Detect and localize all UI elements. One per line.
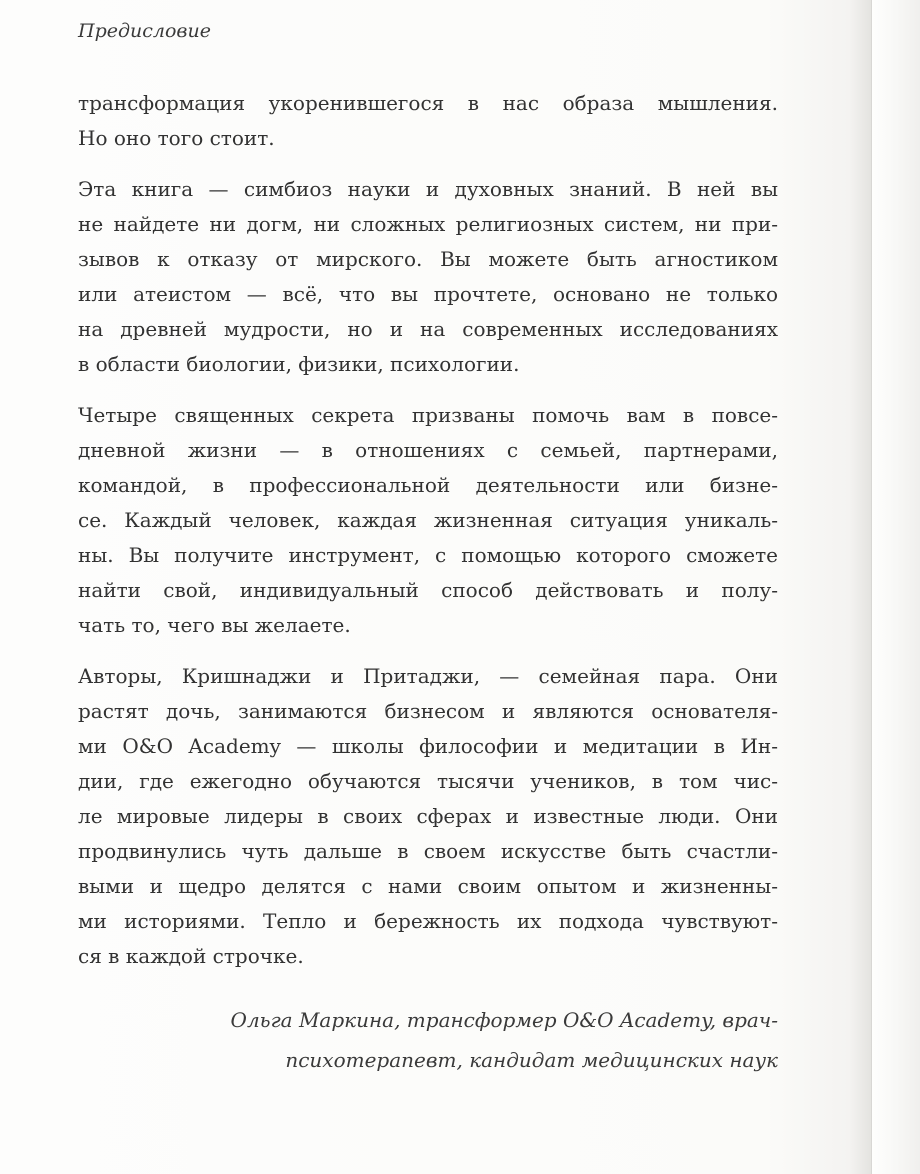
text-line: не найдете ни догм, ни сложных религиозных систем, ни при-	[78, 212, 778, 236]
text-line: чать то, чего вы желаете.	[78, 613, 351, 637]
text-line: Но оно того стоит.	[78, 126, 275, 150]
body-paragraphs	[78, 86, 778, 974]
paragraph	[78, 172, 778, 382]
text-line: продвинулись чуть дальше в своем искусстве быть счастли-	[78, 839, 778, 863]
paragraph	[78, 398, 778, 643]
text-line: ся в каждой строчке.	[78, 944, 304, 968]
paragraph	[78, 86, 778, 156]
text-line: растят дочь, занимаются бизнесом и являются основателя-	[78, 699, 778, 723]
text-line: ле мировые лидеры в своих сферах и известные люди. Они	[78, 804, 778, 828]
text-line: командой, в профессиональной деятельности или бизне-	[78, 473, 778, 497]
text-line: найти свой, индивидуальный способ действовать и полу-	[78, 578, 778, 602]
text-line: Авторы, Кришнаджи и Притаджи, — семейная пара. Они	[78, 664, 778, 688]
text-line: или атеистом — всё, что вы прочтете, основано не только	[78, 282, 778, 306]
author-signature	[78, 1000, 778, 1080]
text-line: дии, где ежегодно обучаются тысячи учеников, в том чис-	[78, 769, 778, 793]
next-page-edge[interactable]	[871, 0, 920, 1174]
signature-line: Ольга Маркина, трансформер O&O Academy, врач-	[230, 1008, 778, 1032]
signature-line: психотерапевт, кандидат медицинских наук	[285, 1048, 778, 1072]
text-line: трансформация укоренившегося в нас образа мышления.	[78, 91, 778, 115]
text-line: се. Каждый человек, каждая жизненная ситуация уникаль-	[78, 508, 778, 532]
text-line: на древней мудрости, но и на современных исследованиях	[78, 317, 778, 341]
text-line: выми и щедро делятся с нами своим опытом и жизненны-	[78, 874, 778, 898]
text-line: Четыре священных секрета призваны помочь вам в повсе-	[78, 403, 778, 427]
running-head-chapter-title: Предисловие	[78, 20, 211, 42]
text-line: дневной жизни — в отношениях с семьей, партнерами,	[78, 438, 778, 462]
text-line: ми O&O Academy — школы философии и медитации в Ин-	[78, 734, 778, 758]
text-line: Эта книга — симбиоз науки и духовных знаний. В ней вы	[78, 177, 778, 201]
text-line: ми историями. Тепло и бережность их подхода чувствуют-	[78, 909, 778, 933]
paragraph	[78, 659, 778, 974]
text-line: ны. Вы получите инструмент, с помощью которого сможете	[78, 543, 778, 567]
text-line: зывов к отказу от мирского. Вы можете быть агностиком	[78, 247, 778, 271]
text-line: в области биологии, физики, психологии.	[78, 352, 520, 376]
